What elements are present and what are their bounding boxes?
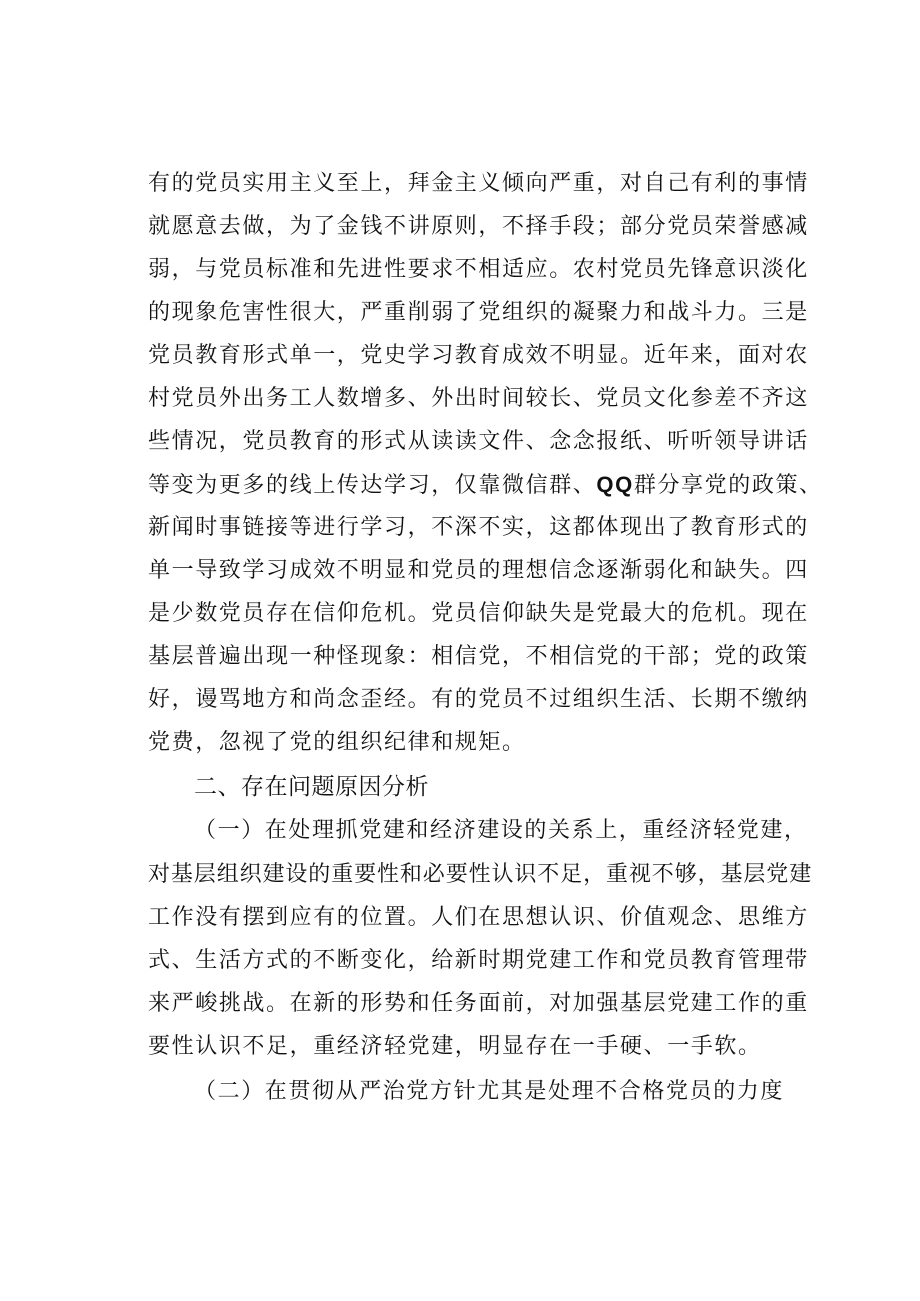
paragraph-first-line: （一）在处理抓党建和经济建设的关系上，重经济轻党建， xyxy=(194,818,808,843)
body-line: 党费，忽视了党的组织纪律和规矩。 xyxy=(148,730,526,755)
section-heading: 二、存在问题原因分析 xyxy=(194,774,429,800)
body-line: 党员教育形式单一，党史学习教育成效不明显。近年来，面对农 xyxy=(148,343,809,368)
body-line: 些情况，党员教育的形式从读读文件、念念报纸、听听领导讲话 xyxy=(148,429,809,454)
body-line: 好，谩骂地方和尚念歪经。有的党员不过组织生活、长期不缴纳 xyxy=(148,687,809,712)
body-line: 基层普遍出现一种怪现象：相信党，不相信党的干部；党的政策 xyxy=(148,644,809,669)
body-line: 是少数党员存在信仰危机。党员信仰缺失是党最大的危机。现在 xyxy=(148,601,809,626)
body-line: 式、生活方式的不断变化，给新时期党建工作和党员教育管理带 xyxy=(148,948,809,973)
body-line: 单一导致学习成效不明显和党员的理想信念逐渐弱化和缺失。四 xyxy=(148,558,809,583)
body-line: 工作没有摆到应有的位置。人们在思想认识、价值观念、思维方 xyxy=(148,905,809,930)
paragraph-first-line: （二）在贯彻从严治党方针尤其是处理不合格党员的力度 xyxy=(194,1079,785,1104)
body-line-with-qq xyxy=(148,465,823,505)
body-line: 就愿意去做，为了金钱不讲原则，不择手段；部分党员荣誉感减 xyxy=(148,214,809,239)
body-line: 来严峻挑战。在新的形势和任务面前，对加强基层党建工作的重 xyxy=(148,991,809,1016)
qq-text: QQ xyxy=(596,472,634,497)
body-line: 有的党员实用主义至上，拜金主义倾向严重，对自己有利的事情 xyxy=(148,171,809,196)
body-text: 等变为更多的线上传达学习，仅靠微信群、 xyxy=(148,473,597,498)
body-text: 群分享党的政策、 xyxy=(633,473,823,498)
body-line: 对基层组织建设的重要性和必要性认识不足，重视不够，基层党建 xyxy=(148,862,813,887)
body-line: 的现象危害性很大，严重削弱了党组织的凝聚力和战斗力。三是 xyxy=(148,300,809,325)
body-line: 新闻时事链接等进行学习，不深不实，这都体现出了教育形式的 xyxy=(148,515,809,540)
body-line: 村党员外出务工人数增多、外出时间较长、党员文化参差不齐这 xyxy=(148,386,809,411)
body-line: 要性认识不足，重经济轻党建，明显存在一手硬、一手软。 xyxy=(148,1034,762,1059)
body-line: 弱，与党员标准和先进性要求不相适应。农村党员先锋意识淡化 xyxy=(148,257,809,282)
